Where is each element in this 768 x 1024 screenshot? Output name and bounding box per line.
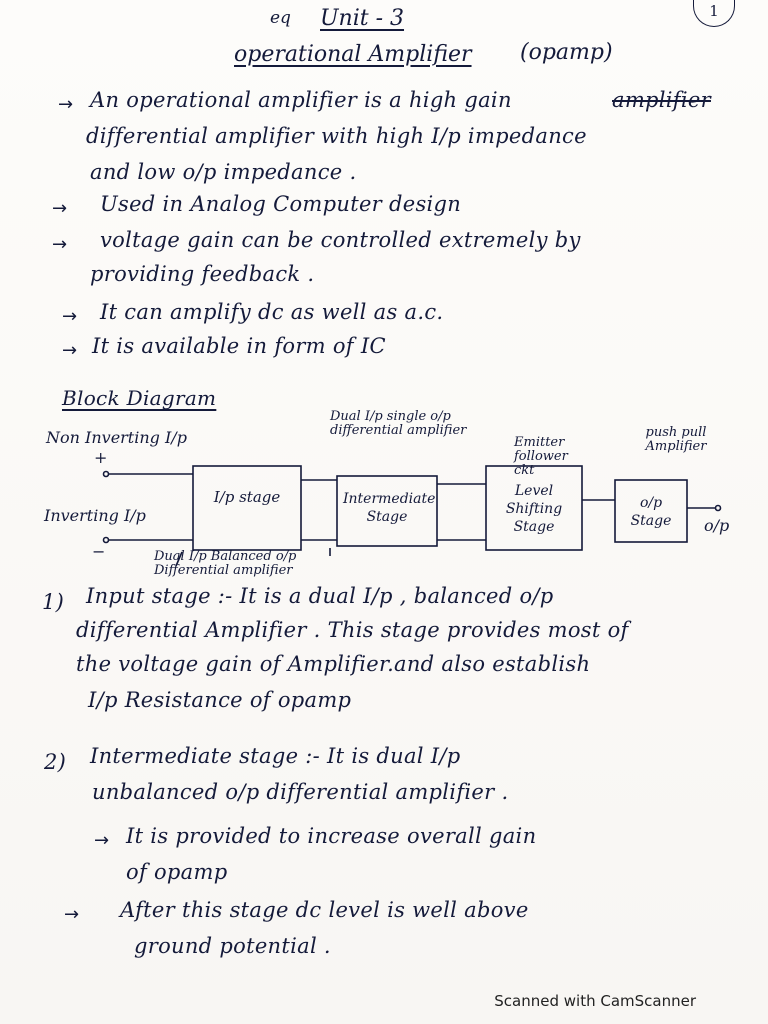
section-2-arrow-2: → [64, 904, 80, 925]
bullet-arrow-2: → [52, 198, 68, 219]
bullet-arrow-5: → [62, 340, 78, 361]
level-shifting-label: Level Shifting Stage [505, 483, 563, 535]
bullet-1-line-3: and low o/p impedance . [90, 160, 357, 184]
bullet-arrow-3: → [52, 234, 68, 255]
page-title-abbrev: (opamp) [520, 40, 613, 65]
bullet-1-line-2: differential amplifier with high I/p impedance [86, 124, 587, 148]
page-title: operational Amplifier [234, 42, 472, 67]
input-stage-label: I/p stage [213, 488, 281, 506]
output-stage-label: o/p Stage [630, 495, 672, 529]
section-2-bullet-1-line-2: of opamp [126, 860, 228, 884]
bullet-arrow-4: → [62, 306, 78, 327]
output-label: o/p [704, 516, 730, 535]
unit-prefix: eq [270, 8, 291, 28]
bullet-4: It can amplify dc as well as a.c. [100, 300, 444, 324]
note-dual-balanced: Dual I/p Balanced o/p Differential amplifier [154, 549, 297, 578]
section-2-number: 2) [44, 750, 67, 774]
output-terminal [716, 506, 721, 511]
section-2-line-1: Intermediate stage :- It is dual I/p [90, 744, 461, 768]
bullet-1-line-1: An operational amplifier is a high gain [90, 88, 512, 112]
section-2-arrow-1: → [94, 830, 110, 851]
section-1-line-3: the voltage gain of Amplifier.and also establish [76, 652, 591, 676]
note-emitter-follower: Emitter follower ckt [514, 435, 568, 478]
non-inverting-terminal [104, 472, 109, 477]
section-1-line-4: I/p Resistance of opamp [88, 688, 352, 712]
section-1-line-2: differential Amplifier . This stage provides most of [76, 618, 629, 642]
scanner-watermark: Scanned with CamScanner [494, 992, 696, 1010]
note-push-pull: push pull Amplifier [645, 425, 707, 454]
section-2-bullet-1-line-1: It is provided to increase overall gain [126, 824, 537, 848]
bullet-5: It is available in form of IC [92, 334, 386, 358]
section-2-bullet-2-line-2: ground potential . [134, 934, 331, 958]
unit-heading: Unit - 3 [320, 6, 405, 31]
bullet-3-line-1: voltage gain can be controlled extremely by [100, 228, 581, 252]
section-2-line-2: unbalanced o/p differential amplifier . [92, 780, 509, 804]
intermediate-stage-label: Intermediate Stage [343, 491, 436, 525]
page-number: 1 [693, 0, 735, 27]
plus-sign: + [94, 448, 108, 467]
non-inverting-input-label: Non Inverting I/p [46, 428, 187, 447]
bullet-2: Used in Analog Computer design [100, 192, 462, 216]
bullet-arrow-1: → [58, 94, 74, 115]
block-diagram-heading: Block Diagram [62, 386, 217, 410]
inverting-input-label: Inverting I/p [44, 506, 146, 525]
section-1-line-1: Input stage :- It is a dual I/p , balanced o/p [86, 584, 554, 608]
input-stage-box [193, 466, 301, 550]
bullet-3-line-2: providing feedback . [90, 262, 315, 286]
section-2-bullet-2-line-1: After this stage dc level is well above [120, 898, 529, 922]
section-1-number: 1) [42, 590, 65, 614]
bullet-1-line-1-struck: amplifier [612, 88, 711, 112]
note-dual-single: Dual I/p single o/p differential amplifier [330, 409, 467, 438]
minus-sign: − [92, 542, 106, 561]
